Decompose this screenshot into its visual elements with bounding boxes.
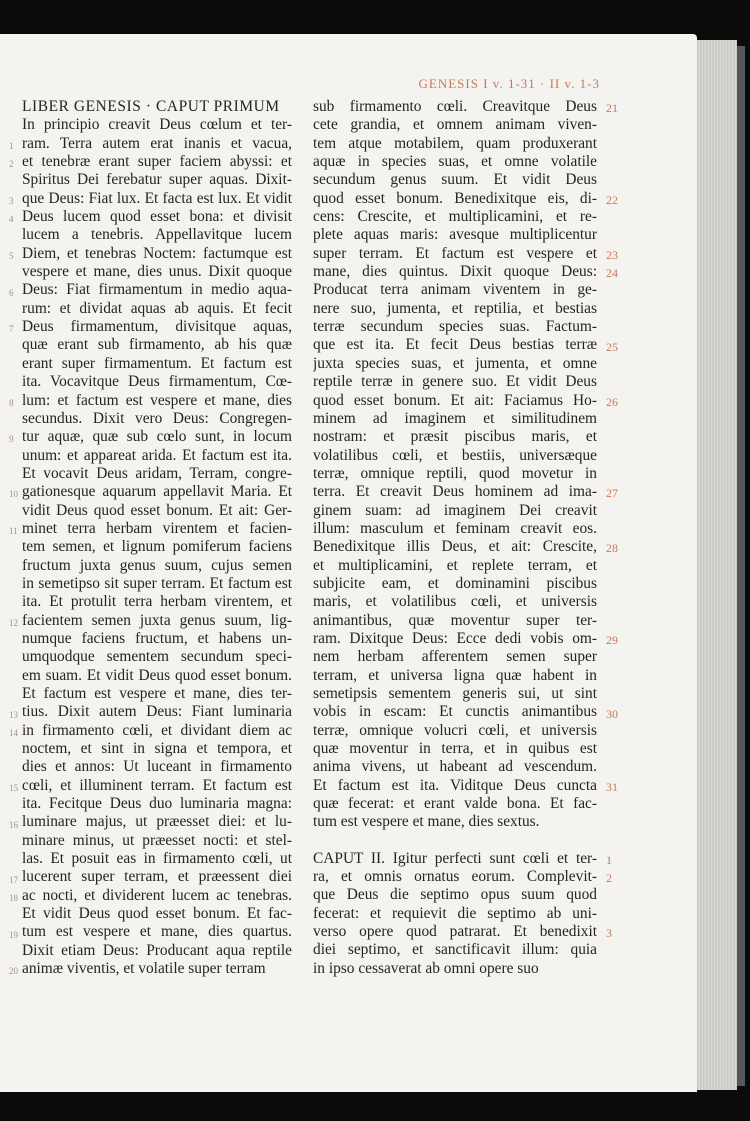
left-text-line: Deus lucem quod esset bona: et divisit	[22, 208, 292, 226]
verse-number: 3	[606, 926, 612, 941]
left-text-line: dies et annos: Ut luceant in firmamento	[22, 758, 292, 776]
right-text-line: nere suo, jumenta, et reptilia, et bestias	[313, 299, 597, 317]
chapter-two-text	[313, 850, 597, 978]
verse-number: 22	[606, 192, 618, 207]
verse-number: 7	[9, 324, 14, 335]
left-text-line: lum: et factum est vespere et mane, dies	[22, 391, 292, 409]
left-text-line: erant super firmamentum. Et factum est	[22, 354, 292, 372]
right-text-line: quod esset bonum. Benedixitque eis, di-	[313, 189, 597, 207]
verse-number: 19	[9, 929, 18, 940]
right-text-line: ginem suam: ad imaginem Dei creavit	[313, 501, 597, 519]
verse-number: 31	[606, 779, 618, 794]
left-text-line: Et vocavit Deus aridam, Terram, congre-	[22, 464, 292, 482]
right-text-line: Producat terra animam viventem in ge-	[313, 281, 597, 299]
right-text-line: terræ secundum species suas. Factum-	[313, 318, 597, 336]
left-text-line: in semetipso sit super terram. Et factum est	[22, 574, 292, 592]
left-text-line: secundus. Dixit vero Deus: Congregen-	[22, 409, 292, 427]
verse-number: 17	[9, 874, 18, 885]
verse-number: 21	[606, 101, 618, 115]
left-text-line: lucerent super terram, et præessent diei	[22, 868, 292, 886]
left-text-line: luminare majus, ut præesset diei: et lu-	[22, 813, 292, 831]
right-text-line: volatilibus cœli, et bestiis, universæque	[313, 446, 597, 464]
left-text-line: facientem semen juxta genus suum, lig-	[22, 611, 292, 629]
left-text-line: Spiritus Dei ferebatur super aquas. Dixit-	[22, 171, 292, 189]
right-text-line: terræ, omnique volucri cœli, et universis	[313, 721, 597, 739]
right-text-line: et multiplicamini, et replete terram, et	[313, 556, 597, 574]
running-head: GENESIS I v. 1-31 · II v. 1-3	[418, 76, 600, 91]
left-text-line: et tenebræ erant super faciem abyssi: et	[22, 153, 292, 171]
right-text-line: tum est vespere et mane, dies sextus.	[313, 813, 540, 831]
book-cover-edge	[737, 46, 745, 1086]
right-text-line: nostram: et præsit piscibus maris, et	[313, 428, 597, 446]
left-text-line: minet terra herbam virentem et facien-	[22, 519, 292, 537]
verse-number: 11	[9, 526, 18, 537]
left-text-line: las. Et posuit eas in firmamento cœli, ut	[22, 850, 292, 868]
verse-number: 9	[9, 434, 14, 445]
left-text-line: rum: et dividat aquas ab aquis. Et fecit	[22, 299, 292, 317]
left-text-line: unum: et appareat arida. Et factum est ita.	[22, 446, 292, 464]
right-text-line: super terram. Et factum est vespere et	[313, 244, 597, 262]
verse-number: 12	[9, 617, 18, 628]
chapter-two-line: ra, et omnis ornatus eorum. Complevit-	[313, 868, 597, 886]
right-text-line: subjicite eam, et dominamini piscibus	[313, 574, 597, 592]
right-column	[313, 98, 597, 978]
right-column-text	[313, 98, 597, 832]
verse-number: 24	[606, 266, 618, 281]
verse-number: 27	[606, 486, 618, 501]
verse-number: 16	[9, 819, 18, 830]
verse-number: 4	[9, 214, 14, 225]
right-text-line: illum: masculum et feminam creavit eos.	[313, 519, 597, 537]
left-text-line: minare minus, ut præesset nocti: et stel-	[22, 831, 292, 849]
right-text-line: ram. Dixitque Deus: Ecce dedi vobis om-	[313, 629, 597, 647]
verse-number: 2	[606, 871, 612, 886]
verse-number: 5	[9, 250, 14, 261]
left-text-line: numque faciens fructum, et habens un-	[22, 629, 292, 647]
left-text-line: tem semen, et lignum pomiferum faciens	[22, 538, 292, 556]
right-text-line: aquæ in species suas, et omne volatile	[313, 153, 597, 171]
left-text-line: cœli, et illuminent terram. Et factum est	[22, 776, 292, 794]
right-text-line: cete grandia, et omnem animam viven-	[313, 116, 597, 134]
right-text-line: Benedixitque illis Deus, et ait: Crescite,	[313, 538, 597, 556]
left-text-line: gationesque aquarum appellavit Maria. Et	[22, 483, 292, 501]
chapter-gap	[313, 832, 597, 850]
right-text-line: nem herbam afferentem semen super	[313, 648, 597, 666]
left-text-line: Diem, et tenebras Noctem: factumque est	[22, 244, 292, 262]
left-text-line: vidit Deus quod esset bonum. Et ait: Ger-	[22, 501, 292, 519]
verse-number: 18	[9, 893, 18, 904]
right-text-line: mane, dies quintus. Dixit quoque Deus:	[313, 263, 597, 281]
right-text-line: Et factum est ita. Viditque Deus cuncta	[313, 776, 597, 794]
left-column-text	[22, 116, 292, 978]
right-text-line: que est ita. Et fecit Deus bestias terræ	[313, 336, 597, 354]
right-text-line: reptile terræ in genere suo. Et vidit Deus	[313, 373, 597, 391]
verse-number: 6	[9, 287, 14, 298]
left-text-line: ram. Terra autem erat inanis et vacua,	[22, 134, 292, 152]
chapter-two-line: fecerat: et requievit die septimo ab uni-	[313, 904, 597, 922]
verse-number: 3	[9, 195, 14, 206]
left-text-line: lucem a tenebris. Appellavitque lucem	[22, 226, 292, 244]
left-text-line: animæ viventis, et volatile super terram	[22, 960, 266, 978]
verse-number: 20	[9, 966, 18, 977]
left-text-line: Et vidit Deus quod esset bonum. Et fac-	[22, 905, 292, 923]
verse-number: 10	[9, 489, 18, 500]
right-text-line: terram, et universa ligna quæ habent in	[313, 666, 597, 684]
verse-number: 23	[606, 247, 618, 262]
verse-number: 2	[9, 159, 14, 170]
right-text-line: animantibus, quæ moventur super ter-	[313, 611, 597, 629]
right-text-line: vobis in escam: Et cunctis animantibus	[313, 703, 597, 721]
verse-number: 14	[9, 727, 18, 738]
verse-number: 25	[606, 339, 618, 354]
left-text-line: ita. Fecitque Deus duo luminaria magna:	[22, 795, 292, 813]
right-text-line: terra. Et creavit Deus hominem ad ima-	[313, 483, 597, 501]
verse-number: 28	[606, 541, 618, 556]
left-text-line: Deus firmamentum, divisitque aquas,	[22, 318, 292, 336]
left-text-line: In principio creavit Deus cœlum et ter-	[22, 116, 292, 134]
right-text-line: plete aquas maris: avesque multiplicentur	[313, 226, 597, 244]
page-edges	[697, 40, 737, 1090]
left-text-line: tum est vespere et mane, dies quartus.	[22, 923, 292, 941]
right-text-line: sub firmamento cœli. Creavitque Deus	[313, 98, 597, 115]
right-text-line: maris, et volatilibus cœli, et universis	[313, 593, 597, 611]
left-text-line: noctem, et sint in signa et tempora, et	[22, 740, 292, 758]
right-text-line: cens: Crescite, et multiplicamini, et re-	[313, 208, 597, 226]
right-text-line: quæ fecerat: et erant valde bona. Et fac-	[313, 795, 597, 813]
left-text-line: in firmamento cœli, et dividant diem ac	[22, 721, 292, 739]
verse-number: 30	[606, 706, 618, 721]
left-text-line: ita. Vocavitque Deus firmamentum, Cœ-	[22, 373, 292, 391]
verse-number: 8	[9, 397, 14, 408]
verse-number: 13	[9, 709, 18, 720]
left-text-line: ita. Et protulit terra herbam virentem, et	[22, 593, 292, 611]
chapter-two-line: in ipso cessaverat ab omni opere suo	[313, 959, 539, 977]
right-text-line: quæ moventur in terra, et in quibus est	[313, 740, 597, 758]
right-text-line: anima vivens, ut habeant ad vescendum.	[313, 758, 597, 776]
left-text-line: tur aquæ, quæ sub cœlo sunt, in locum	[22, 428, 292, 446]
verse-number: 1	[9, 140, 14, 151]
verse-number: 26	[606, 394, 618, 409]
right-text-line: semetipsis sementem generis sui, ut sint	[313, 685, 597, 702]
left-text-line: fructum juxta genus suum, cujus semen	[22, 556, 292, 574]
left-column	[22, 98, 292, 979]
left-text-line: quæ erant sub firmamento, ab his quæ	[22, 336, 292, 354]
left-text-line: Deus: Fiat firmamentum in medio aqua-	[22, 281, 292, 299]
left-text-line: ac nocti, et dividerent lucem ac tenebras.	[22, 886, 292, 904]
left-text-line: em suam. Et vidit Deus quod esset bonum.	[22, 666, 292, 684]
left-text-line: tius. Dixit autem Deus: Fiant luminaria	[22, 703, 292, 721]
chapter-two-line: verso opere quod patrarat. Et benedixit	[313, 923, 597, 941]
left-text-line: que Deus: Fiat lux. Et facta est lux. Et vidit	[22, 189, 292, 207]
chapter-two-line: diei septimo, et sanctificavit illum: quia	[313, 941, 597, 959]
left-text-line: Et factum est vespere et mane, dies ter-	[22, 685, 292, 702]
verse-number: 15	[9, 782, 18, 793]
left-text-line: Dixit etiam Deus: Producant aqua reptile	[22, 941, 292, 959]
verse-number: 1	[606, 853, 612, 867]
book-title: LIBER GENESIS · CAPUT PRIMUM	[22, 98, 280, 115]
chapter-two-line: CAPUT II. Igitur perfecti sunt cœli et ter-	[313, 849, 597, 867]
right-text-line: terræ, omnique reptili, quod movetur in	[313, 464, 597, 482]
right-text-line: quod esset bonum. Et ait: Faciamus Ho-	[313, 391, 597, 409]
right-text-line: juxta species suas, et jumenta, et omne	[313, 354, 597, 372]
left-text-line: vespere et mane, dies unus. Dixit quoque	[22, 263, 292, 281]
verse-number: 29	[606, 633, 618, 648]
left-text-line: umquodque sementem secundum speci-	[22, 648, 292, 666]
chapter-two-line: que Deus die septimo opus suum quod	[313, 886, 597, 904]
right-text-line: tem atque motabilem, quam produxerant	[313, 134, 597, 152]
right-text-line: secundum genus suum. Et vidit Deus	[313, 171, 597, 189]
right-text-line: minem ad imaginem et similitudinem	[313, 409, 597, 427]
